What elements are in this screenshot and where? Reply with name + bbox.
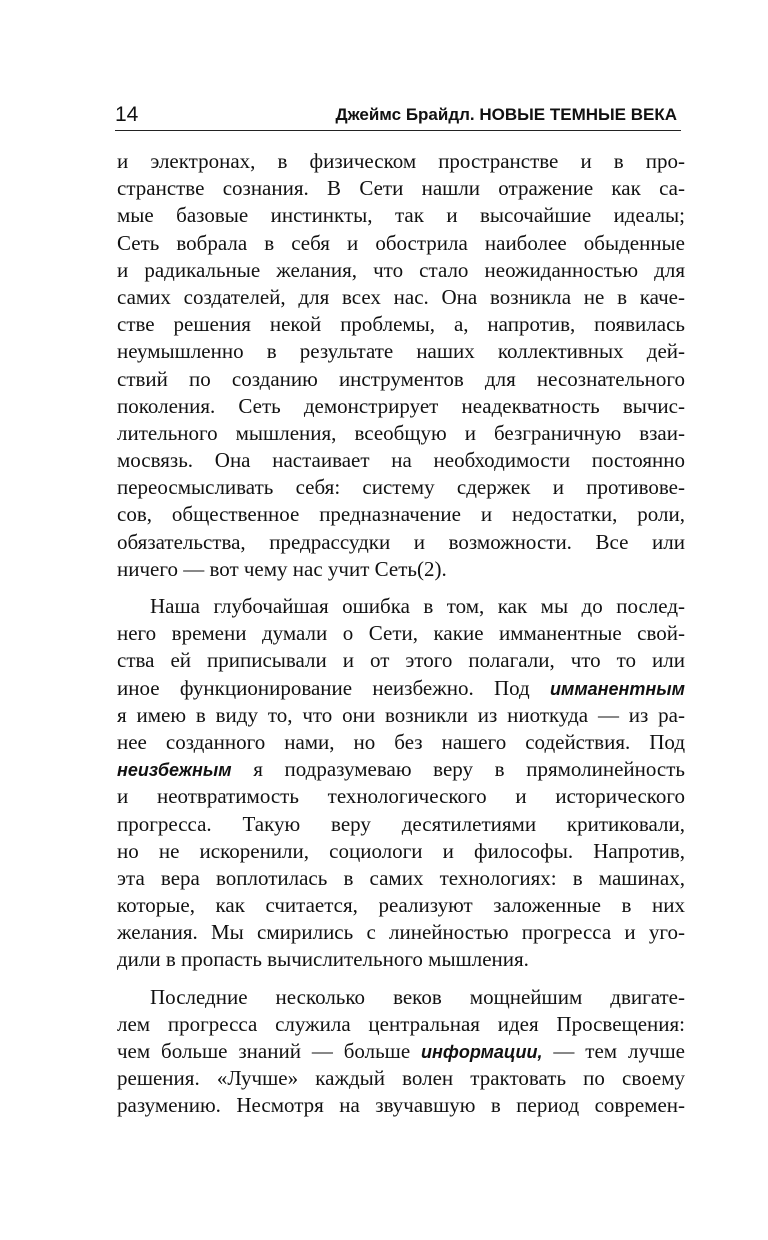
text-line: и электронах, в физическом пространстве и в про- bbox=[117, 149, 685, 173]
text-line: нее созданного нами, но без нашего содействия. Под bbox=[117, 729, 685, 754]
text-line: разумению. Несмотря на звучавшую в период современ- bbox=[117, 1093, 685, 1118]
text-line bbox=[117, 675, 685, 702]
body-text bbox=[117, 148, 685, 1120]
text-line: ничего — вот чему нас учит Сеть(2). bbox=[117, 556, 447, 581]
emphasis-term: информации, bbox=[421, 1042, 543, 1062]
emphasis-term: имманентным bbox=[550, 678, 685, 699]
text-line: я имею в виду то, что они возникли из ниоткуда — из ра- bbox=[117, 702, 685, 727]
text-line: и неотвратимость технологического и исторического bbox=[117, 784, 685, 809]
text-line: обязательства, предрассудки и возможности. Все или bbox=[117, 529, 685, 554]
text-line: самих создателей, для всех нас. Она возникла не в каче- bbox=[117, 284, 685, 309]
running-title: Джеймс Брайдл. НОВЫЕ ТЕМНЫЕ ВЕКА bbox=[335, 105, 677, 124]
text-line: лем прогресса служила центральная идея Просвещения: bbox=[117, 1011, 685, 1036]
emphasis-term: неизбежным bbox=[117, 760, 232, 781]
text-line: ства ей приписывали и от этого полагали, что то или bbox=[117, 648, 685, 673]
text-line: решения. «Лучше» каждый волен трактовать по своему bbox=[117, 1066, 685, 1091]
page-header bbox=[115, 102, 681, 131]
paragraph-1 bbox=[117, 148, 685, 583]
text-line bbox=[117, 756, 685, 783]
page-number: 14 bbox=[115, 103, 139, 126]
text-line: переосмысливать себя: систему сдержек и противове- bbox=[117, 475, 685, 500]
text-segment: чем больше знаний — больше bbox=[117, 1039, 422, 1063]
text-segment: я подразумеваю веру в прямолинейность bbox=[231, 757, 685, 782]
paragraph-2 bbox=[117, 593, 685, 974]
paragraph-3 bbox=[117, 984, 685, 1120]
text-line: и радикальные желания, что стало неожиданностью для bbox=[117, 257, 685, 282]
text-line: мые базовые инстинкты, так и высочайшие идеалы; bbox=[117, 203, 685, 228]
text-line: мосвязь. Она настаивает на необходимости постоянно bbox=[117, 448, 685, 473]
text-segment: иное функционирование неизбежно. Под bbox=[117, 675, 551, 700]
text-line: но не искоренили, социологи и философы. Напротив, bbox=[117, 838, 685, 863]
text-line: прогресса. Такую веру десятилетиями критиковали, bbox=[117, 811, 685, 836]
text-line: ствий по созданию инструментов для несознательного bbox=[117, 366, 685, 391]
text-line: которые, как считается, реализуют заложенные в них bbox=[117, 893, 685, 918]
text-line: него времени думали о Сети, какие имманентные свой- bbox=[117, 621, 685, 646]
text-line: неумышленно в результате наших коллективных дей- bbox=[117, 339, 685, 364]
text-segment: — тем лучше bbox=[542, 1039, 685, 1063]
text-line: сов, общественное предназначение и недостатки, роли, bbox=[117, 502, 685, 527]
text-line: Последние несколько веков мощнейшим двигате- bbox=[150, 984, 685, 1009]
text-line bbox=[117, 1038, 685, 1065]
text-line: Наша глубочайшая ошибка в том, как мы до послед- bbox=[150, 594, 685, 618]
text-line: странстве сознания. В Сети нашли отражение как са- bbox=[117, 176, 685, 201]
text-line: стве решения некой проблемы, а, напротив, появилась bbox=[117, 312, 685, 337]
text-line: поколения. Сеть демонстрирует неадекватность вычис- bbox=[117, 393, 685, 418]
text-line: дили в пропасть вычислительного мышления. bbox=[117, 947, 529, 972]
text-line: Сеть вобрала в себя и обострила наиболее обыденные bbox=[117, 230, 685, 255]
text-line: лительного мышления, всеобщую и безграничную взаи- bbox=[117, 420, 685, 445]
text-line: желания. Мы смирились с линейностью прогресса и уго- bbox=[117, 920, 685, 945]
text-line: эта вера воплотилась в самих технологиях: в машинах, bbox=[117, 865, 685, 890]
